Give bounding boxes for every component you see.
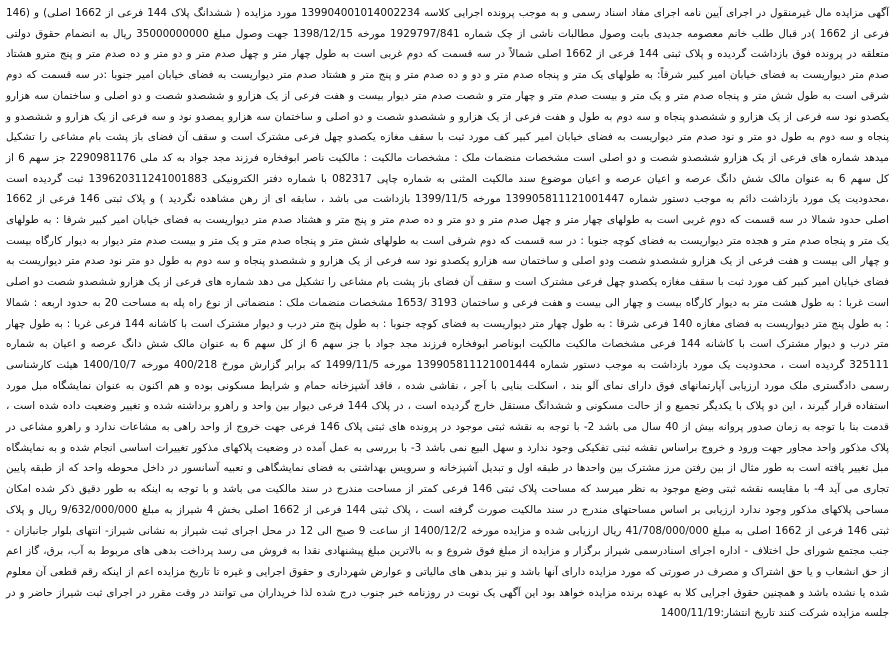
auction-notice-body: آگهی مزایده مال غیرمنقول در اجرای آیین نامه اجرای مفاد اسناد رسمی و به موجب پرونده اجرایی کلاسه 139904001014002234 مورد مزایده ( ششدانگ پلاک 144 فرعی از 1662 اصلی) و (146 فرعی از 1662 )در قبال طلب خانم معصومه جدیدی بابت وصول مطالبات ناشی از چک شماره 1929797/841 مورخه 1398/12/15 جهت وصول مبلغ 35000000000 ریال به انضمام حقوق دولتی متعلقه در پرونده فوق بازداشت گردیده و پلاک ثبتی 144 فرعی از 1662 اصلی شمالاً در سه قسمت که دوم غربی است به طول چهار متر و چهل صدم متر و دو متر و ده صدم متر و پنج مترو هشتاد صدم متر دیواریست به فضای خیابان امیر کبیر شرقاً: به طولهای یک متر و پنجاه صدم متر و دو و ده صدم متر و پنج متر و هشتاد صدم متر دیواریست به فضای خیابان امیر جنوبا :در سه قسمت که دوم شرقی است به طول شش متر و پنجاه صدم متر و یک متر و بیست صدم متر و چهار متر و شصت صدم متر دیوار بیست و هفت فرعی از یک هزارو و ششصدو شصت و دو اصلی و ساختمان سه هزارو یکصدو نود سه فرعی از یک هزارو و ششصدو پنجاه و سه دوم به طول و هفت فرعی از یک هزارو و ششصدو شصت و دو اصلی و ساختمان سه هزارو یمصدو نود و سه فرعی از یک هزارو و ششصدو و پنجاه و سه دوم به طول دو متر و نود صدم متر دیواریست به فضای خیابان امیر کبیر کف مورد ثبت با سقف مغازه یکصدو چهل فرعی مشترک است و سقف آن فضای باز پشت بام مشاعی را تشکیل میدهد شماره های فرعی از یک هزارو ششصدو شصت و دو اصلی است مشخصات منضمات ملک : مشخصات مالکیت : مالکیت ناصر ابوفخاره فرزند مجد جواد به کد ملی 2290981176 جز سهم 6 از کل سهم 6 به عنوان مالک شش دانگ عرصه و اعیان عرصه و اعیان موضوع سند مالکیت المثنی به شماره چاپی 082317 با شماره دفتر الکترونیکی 139620311241001883 ثبت گردیده است ،محدودیت یک مورد بازداشت دائم به موجب دستور شماره 139905811121001447 مورخه 1399/11/5 بازداشت می باشد ، سابقه ای از رهن مشاهده نگردید ) و پلاک ثبتی 146 فرعی از 1662 اصلی حدود شمالا در سه قسمت که دوم غربی است به طولهای چهار متر و چهل صدم متر و دو متر و ده صدم متر و پنج متر و هشتاد صدم متر دیواریست به فضای خیابان امیر کبیر شرقا : به طولهای یک متر و پنجاه صدم متر و هجده متر دیواریست به فضای کوچه جنوبا : در سه قسمت که دوم شرقی است به طولهای شش متر و پنجاه صدم متر و یک متر و بیست صدم متر دیوار به دیوار کارگاه بیست و چهار الی بیست و هفت فرعی از یک هزارو ششصدو شصت ودو اصلی و ساختمان سه هزارو یکصدو نود سه فرعی از یک هزارو و ششصدو پنجاه و سه دوم به طول دو متر نود صدم متر دیواریست به فضای خیابان امیر کبیر کف مورد ثبت با سقف مغازه یکصدو چهل فرعی مشترک است و سقف آن فضای باز پشت بام مشاعی را تشکیل می دهد شماره های فرعی از یک هزارو ششصدو شصت دو اصلی است غربا : به طول هشت متر به دیوار کارگاه بیست و چهار الی بیست و هفت فرعی و ساختمان 3193 /1653 مشخصات منضمات ملک : منضماتی از نوع راه پله به مساحت 20 به حدود اربعه : شمالا : به طول پنج متر دیواریست به فضای مغازه 140 فرعی شرقا : به طول چهار متر دیواریست به فضای کوچه جنوبا : به طول پنج متر درب و دیوار مشترک است با کاشانه 144 فرعی غربا : به طول چهار متر درب و دیوار مشترک است با کاشانه 144 فرعی مشخصات مالکیت مالکیت ابوناصر ابوفخاره فرزند مجد جواد با جز سهم 6 از کل سهم 6 به عنوان مالک شش دانگ عرصه و اعیان به شماره 325111 گردیده است ، محدودیت یک مورد بازداشت به موجب دستور شماره 139905811121001444 مورخه 1499/11/5 که برابر گزارش مورخ 400/218 مورخه 1400/10/7 هیئت کارشناسی رسمی دادگستری ملک مورد ارزیابی آپارتمانهای فوق دارای نمای آلو بند ، اسکلت بنایی با آجر ، نقاشی شده ، فاقد آشپزخانه حمام و شرایط مسکونی بوده و هم اکنون به عنوان نمایشگاه مبل مورد استفاده قرار گیرند ، این دو پلاک با یکدیگر تجمیع و از حالت مسکونی و ششدانگ مستقل خارج گردیده است ، در پلاک 144 فرعی دیوار بین واحد و راهرو برداشته شده و تغییر وضعیت داده شده است ، قدمت بنا با توجه به زمان صدور پروانه بیش از 40 سال می باشد 2- با توجه به نقشه ثبتی موجود در پرونده های ثبتی پلاک 146 فرعی جهت خروج از واحد راهی به مشاعات ندارد و راهرو مشاعی در پلاک مذکور واحد مجاور جهت ورود و خروج براساس نقشه ثبتی تفکیکی وجود ندارد و سهل البیع نمی باشد 3- با بررسی به عمل آمده در وضعیت پلاکهای مذکور تغییرات اساسی انجام شده و به نمایشگاه مبل تغییر یافته است به طور مثال از بین رفتن مرز مشترک بین واحدها در طبقه اول و تبدیل آشپزخانه و سرویس بهداشتی به فضای نمایشگاهی و تعبیه آسانسور در داخل محوطه واحد که از طبقه پایین تجاری می آید 4- با مقایسه نقشه ثبتی وضع موجود به نظر میرسد که مساحت پلاک ثبتی 146 فرعی کمتر از مساحت مندرج در سند مالکیت می باشد و با توجه به اینکه به طور دقیق ذکر شده امکان مساحی پلاکهای مذکور وجود ندارد ارزیابی بر اساس مساحتهای مندرج در سند مالکیت صورت گرفته است ، پلاک ثبتی 144 فرعی از 1662 اصلی بخش 4 شیراز به مبلغ 9/632/000/000 ریال و پلاک ثبتی 146 فرعی از 1662 اصلی به مبلغ 41/708/000/000 ریال ارزیابی شده و مزایده مورخه 1400/12/2 از ساعت 9 صبح الی 12 در محل اجرای ثبت شیراز به نشانی شیراز- انتهای بلوار جانبازان - جنب مجتمع شورای حل اختلاف - اداره اجرای اسنادرسمی شیراز برگزار و مزایده از مبلغ فوق شروع و به بالاترین مبلغ پیشنهادی نقدا به فروش می رسد پرداخت بدهی های مربوط به آب، برق، گاز اعم از حق انشعاب و یا حق اشتراک و مصرف در صورتی که مورد مزایده دارای آنها باشد و نیز بدهی های مالیاتی و عوارض شهرداری و حقوق اجرایی و غیره تا تاریخ مزایده اعم از اینکه رقم قطعی آن معلوم شده یا نشده باشد و همچنین حقوق اجرایی کلا به عهده برنده مزایده خواهد بود این آگهی یک نوبت در روزنامه خبر جنوب درج شده لذا خریداران می توانند در وقت مقرر در اجرای ثبت شیراز حاضر و در جلسه مزایده شرکت کنند تاریخ انتشار:1400/11/19	[6, 7, 890, 620]
